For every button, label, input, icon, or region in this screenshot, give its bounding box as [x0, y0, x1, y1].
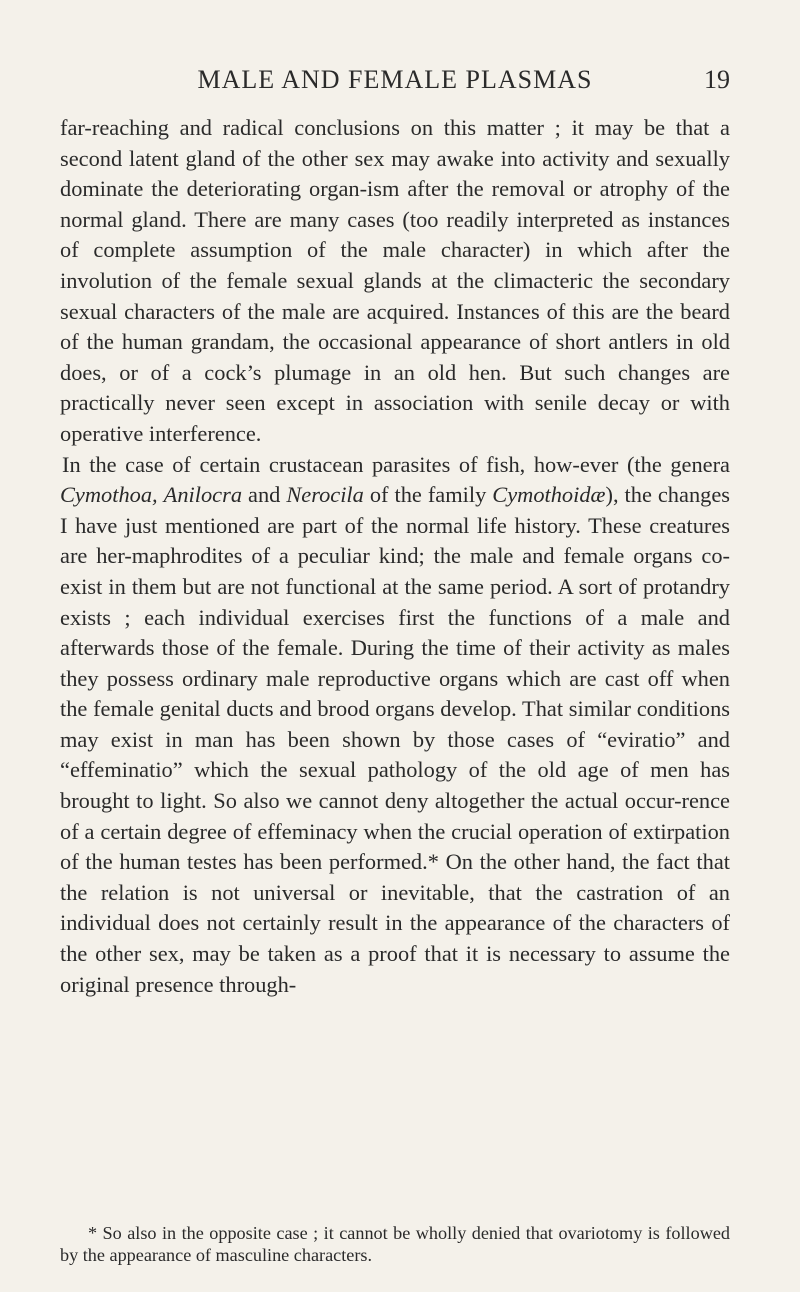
paragraph-1: far-reaching and radical conclusions on this matter ; it may be that a second latent gland of the other sex may awake into activity and sexually dominate the deteriorating organ-ism after the removal or atrophy of the normal gland. There are many cases (too readily interpreted as instances of complete assumption of the male character) in which after the involution of the female sexual glands at the climacteric the secondary sexual characters of the male are acquired. Instances of this are the beard of the human grandam, the occasional appearance of short antlers in old does, or of a cock’s plumage in an old hen. But such changes are practically never seen except in association with senile decay or with operative interference. [60, 115, 730, 446]
footnote-text: * So also in the opposite case ; it cannot be wholly denied that ovariotomy is followed by the appearance of masculine characters. [60, 1223, 730, 1265]
genus-anilocra: Anilocra [163, 482, 243, 508]
genus-nerocila: Nerocila [286, 482, 364, 508]
genus-cymothoa: Cymothoa, [60, 482, 158, 508]
paragraph-2-part-e: ), the changes I have just mentioned are part of the normal life history. These creatures are her-maphrodites of a peculiar kind; the male and female organs co-exist in them but are not functional at the same period. A sort of protandry exists ; each individual exercises first the functions of a male and afterwards those of the female. During the time of their activity as males they possess ordinary male reproductive organs which are cast off when the female genital ducts and brood organs develop. That similar conditions may exist in man has been shown by those cases of “eviratio” and “effeminatio” which the sexual pathology of the old age of men has brought to light. So also we cannot deny altogether the actual occur-rence of a certain degree of effeminacy when the crucial operation of extirpation of the human testes has been performed.* On the other hand, the fact that the relation is not universal or inevitable, that the castration of an individual does not certainly result in the appearance of the characters of the other sex, may be taken as a proof that it is necessary to assume the original presence through- [60, 482, 730, 997]
paragraph-2-part-a: In the case of certain crustacean parasites of fish, how-ever (the genera [62, 451, 730, 477]
paragraph-2-part-d: of the family [363, 482, 493, 508]
running-title: MALE AND FEMALE PLASMAS [197, 65, 593, 94]
page-header [60, 60, 730, 100]
body-text [60, 113, 730, 1000]
page-number: 19 [704, 65, 730, 94]
footnote [60, 1222, 730, 1266]
paragraph-2 [60, 450, 730, 1001]
paragraph-2-part-c: and [242, 482, 287, 508]
family-cymothoidae: Cymothoidæ [492, 482, 606, 508]
